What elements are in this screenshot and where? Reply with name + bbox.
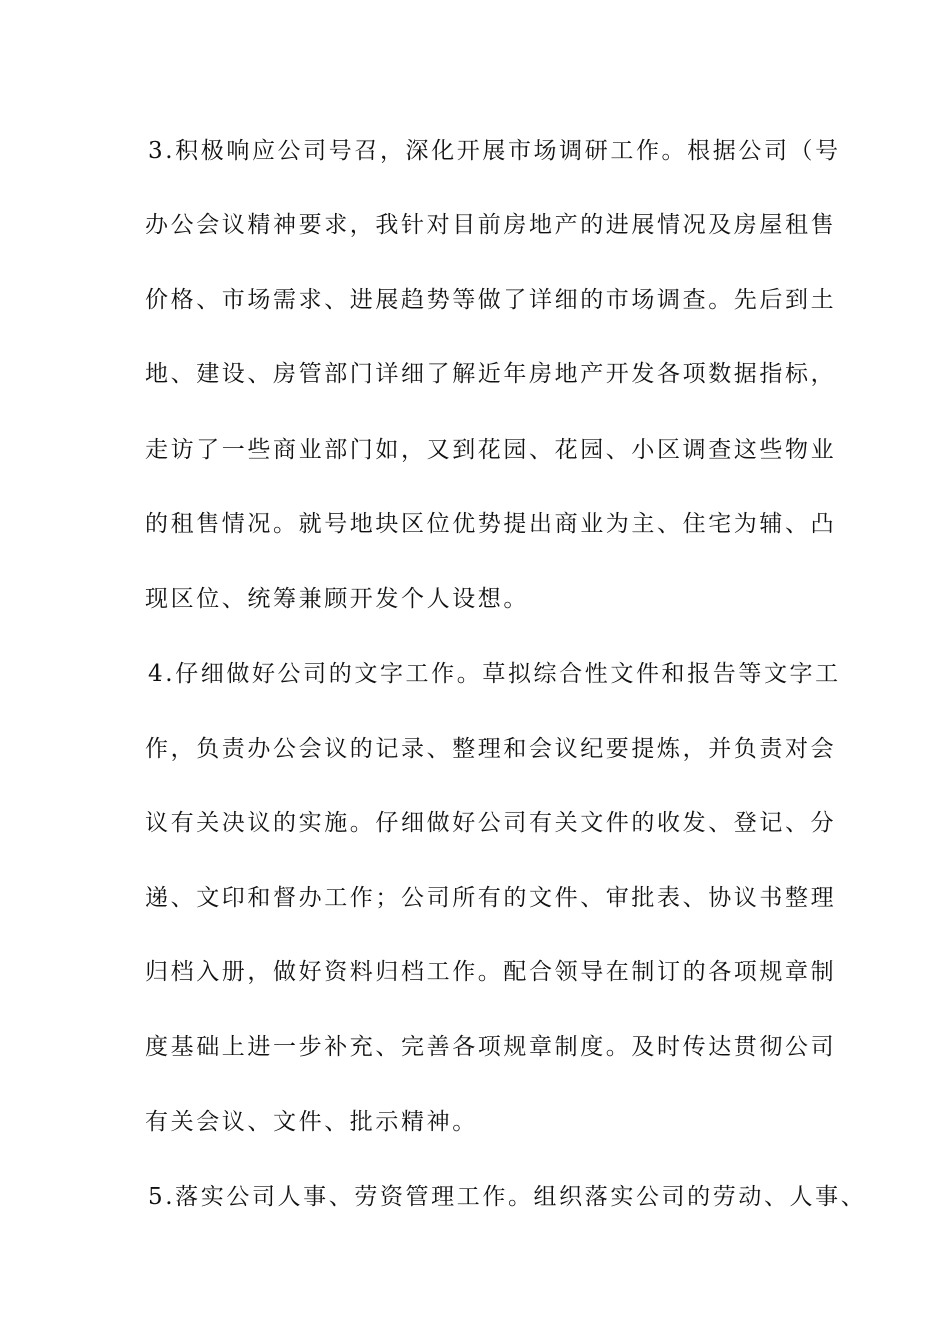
paragraph-3-line-1: 3.积极响应公司号召，深化开展市场调研工作。根据公司（号 <box>148 138 841 164</box>
paragraph-4-line-6: 度基础上进一步补充、完善各项规章制度。及时传达贯彻公司 <box>145 1034 837 1060</box>
paragraph-4-line-5: 归档入册，做好资料归档工作。配合领导在制订的各项规章制 <box>145 959 837 985</box>
paragraph-3-line-7: 现区位、统筹兼顾开发个人设想。 <box>145 586 529 612</box>
paragraph-4-line-4: 递、文印和督办工作；公司所有的文件、审批表、协议书整理 <box>145 885 837 911</box>
paragraph-5-line-1: 5.落实公司人事、劳资管理工作。组织落实公司的劳动、人事、 <box>148 1184 867 1210</box>
paragraph-3-line-5: 走访了一些商业部门如，又到花园、花园、小区调查这些物业 <box>145 437 837 463</box>
paragraph-3-line-4: 地、建设、房管部门详细了解近年房地产开发各项数据指标， <box>145 361 837 387</box>
paragraph-4-line-2: 作，负责办公会议的记录、整理和会议纪要提炼，并负责对会 <box>145 736 837 762</box>
paragraph-4-line-1: 4.仔细做好公司的文字工作。草拟综合性文件和报告等文字工 <box>148 661 841 687</box>
paragraph-4-line-3: 议有关决议的实施。仔细做好公司有关文件的收发、登记、分 <box>145 810 837 836</box>
paragraph-3-line-3: 价格、市场需求、进展趋势等做了详细的市场调查。先后到土 <box>145 287 837 313</box>
paragraph-3-line-2: 办公会议精神要求，我针对目前房地产的进展情况及房屋租售 <box>145 212 837 238</box>
paragraph-3-line-6: 的租售情况。就号地块区位优势提出商业为主、住宅为辅、凸 <box>145 511 837 537</box>
paragraph-4-line-7: 有关会议、文件、批示精神。 <box>145 1109 478 1135</box>
